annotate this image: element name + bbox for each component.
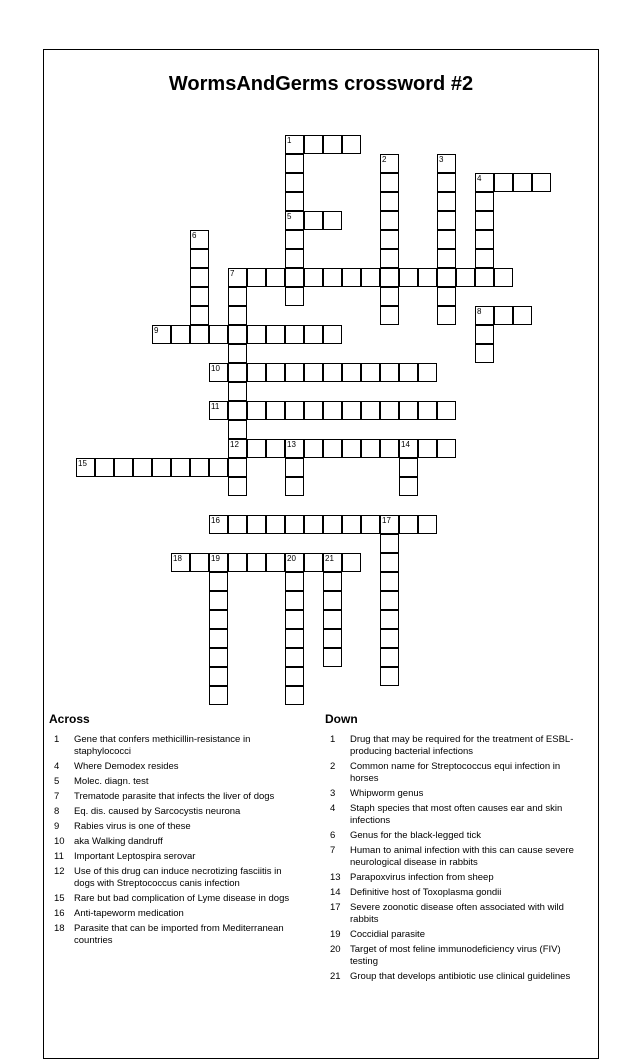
grid-cell[interactable] (437, 306, 456, 325)
clue-text: Where Demodex resides (74, 761, 179, 772)
grid-cell[interactable] (285, 553, 304, 572)
grid-cell[interactable] (304, 268, 323, 287)
grid-cell[interactable] (285, 458, 304, 477)
grid-cell[interactable] (399, 439, 418, 458)
grid-cell[interactable] (209, 553, 228, 572)
page-title: WormsAndGerms crossword #2 (168, 73, 474, 95)
grid-cell[interactable] (190, 306, 209, 325)
clue-number: 10 (54, 836, 65, 847)
grid-cell[interactable] (399, 268, 418, 287)
clue-number: 16 (54, 908, 65, 919)
grid-cell[interactable] (304, 363, 323, 382)
grid-cell[interactable] (475, 249, 494, 268)
clue-number: 6 (330, 830, 336, 841)
grid-cell[interactable] (285, 648, 304, 667)
grid-cell[interactable] (266, 325, 285, 344)
clue-text: Group that develops antibiotic use clinical guidelines (350, 971, 571, 982)
grid-cell[interactable] (190, 287, 209, 306)
grid-cell[interactable] (437, 154, 456, 173)
grid-cell[interactable] (285, 591, 304, 610)
grid-cell[interactable] (228, 382, 247, 401)
clue-number: 13 (330, 872, 341, 883)
grid-cell[interactable] (190, 230, 209, 249)
grid-cell[interactable] (361, 363, 380, 382)
clue-number: 8 (54, 806, 60, 817)
grid-cell[interactable] (228, 268, 247, 287)
grid-cell[interactable] (361, 439, 380, 458)
clue-text: Drug that may be required for the treatment of ESBL-producing bacterial infections (350, 734, 574, 757)
grid-cell[interactable] (266, 553, 285, 572)
down-clue (325, 788, 580, 800)
down-heading: Down (325, 712, 358, 726)
clue-number: 1 (330, 734, 336, 745)
grid-cell[interactable] (475, 211, 494, 230)
grid-cell[interactable] (380, 211, 399, 230)
grid-cell[interactable] (76, 458, 95, 477)
grid-cell[interactable] (285, 629, 304, 648)
clue-text: Target of most feline immunodeficiency virus (FIV) testing (350, 944, 561, 967)
clue-number: 4 (330, 803, 336, 814)
grid-cell[interactable] (323, 515, 342, 534)
clue-text: Coccidial parasite (350, 929, 425, 940)
clue-number: 9 (154, 326, 159, 335)
grid-cell[interactable] (380, 553, 399, 572)
clue-number: 8 (477, 307, 482, 316)
grid-cell[interactable] (209, 572, 228, 591)
grid-cell[interactable] (285, 667, 304, 686)
down-clue (325, 830, 580, 842)
clue-number: 18 (173, 554, 182, 563)
grid-cell[interactable] (228, 458, 247, 477)
grid-cell[interactable] (323, 268, 342, 287)
grid-cell[interactable] (228, 401, 247, 420)
clue-text: Parasite that can be imported from Mediterranean countries (74, 923, 284, 946)
grid-cell[interactable] (532, 173, 551, 192)
clue-number: 13 (287, 440, 296, 449)
grid-cell[interactable] (475, 306, 494, 325)
grid-cell[interactable] (437, 439, 456, 458)
grid-cell[interactable] (437, 249, 456, 268)
grid-cell[interactable] (380, 192, 399, 211)
down-clue (325, 845, 580, 869)
grid-cell[interactable] (209, 667, 228, 686)
grid-cell[interactable] (190, 249, 209, 268)
clue-number: 17 (330, 902, 341, 913)
clue-number: 12 (54, 866, 65, 877)
grid-cell[interactable] (380, 230, 399, 249)
across-clue (49, 734, 304, 758)
grid-cell[interactable] (380, 534, 399, 553)
clue-number: 14 (401, 440, 410, 449)
grid-cell[interactable] (285, 325, 304, 344)
grid-cell[interactable] (494, 268, 513, 287)
grid-cell[interactable] (228, 553, 247, 572)
grid-cell[interactable] (342, 439, 361, 458)
clue-number: 19 (211, 554, 220, 563)
down-clue (325, 971, 580, 983)
grid-cell[interactable] (399, 458, 418, 477)
grid-cell[interactable] (209, 401, 228, 420)
grid-cell[interactable] (323, 439, 342, 458)
grid-cell[interactable] (475, 325, 494, 344)
clue-number: 17 (382, 516, 391, 525)
clue-text: Rabies virus is one of these (74, 821, 191, 832)
grid-cell[interactable] (266, 401, 285, 420)
clue-text: Eq. dis. caused by Sarcocystis neurona (74, 806, 241, 817)
grid-cell[interactable] (285, 192, 304, 211)
grid-cell[interactable] (171, 458, 190, 477)
grid-cell[interactable] (285, 135, 304, 154)
grid-cell[interactable] (228, 515, 247, 534)
grid-cell[interactable] (304, 211, 323, 230)
across-clue (49, 821, 304, 833)
clue-number: 18 (54, 923, 65, 934)
grid-cell[interactable] (494, 306, 513, 325)
down-clue (325, 902, 580, 926)
grid-cell[interactable] (209, 515, 228, 534)
clue-number: 3 (330, 788, 336, 799)
clue-text: aka Walking dandruff (74, 836, 163, 847)
across-clue (49, 806, 304, 818)
grid-cell[interactable] (399, 363, 418, 382)
grid-cell[interactable] (247, 439, 266, 458)
clue-number: 2 (382, 155, 387, 164)
clue-text: Use of this drug can induce necrotizing fasciitis in dogs with Streptococcus canis infection (74, 866, 282, 889)
grid-cell[interactable] (266, 363, 285, 382)
grid-cell[interactable] (399, 401, 418, 420)
grid-cell[interactable] (285, 249, 304, 268)
grid-cell[interactable] (380, 648, 399, 667)
clue-number: 14 (330, 887, 341, 898)
grid-cell[interactable] (209, 591, 228, 610)
clue-text: Gene that confers methicillin-resistance in staphylococci (74, 734, 251, 757)
clue-text: Rare but bad complication of Lyme disease in dogs (74, 893, 290, 904)
across-clue (49, 776, 304, 788)
grid-cell[interactable] (418, 363, 437, 382)
grid-cell[interactable] (456, 268, 475, 287)
grid-cell[interactable] (285, 572, 304, 591)
grid-cell[interactable] (209, 648, 228, 667)
grid-cell[interactable] (380, 629, 399, 648)
grid-cell[interactable] (418, 439, 437, 458)
grid-cell[interactable] (247, 268, 266, 287)
clue-number: 15 (54, 893, 65, 904)
grid-cell[interactable] (304, 325, 323, 344)
grid-cell[interactable] (342, 401, 361, 420)
grid-cell[interactable] (190, 553, 209, 572)
grid-cell[interactable] (380, 268, 399, 287)
grid-cell[interactable] (437, 230, 456, 249)
grid-cell[interactable] (323, 401, 342, 420)
down-clue (325, 872, 580, 884)
grid-cell[interactable] (399, 477, 418, 496)
clue-text: Molec. diagn. test (74, 776, 149, 787)
grid-cell[interactable] (323, 211, 342, 230)
grid-cell[interactable] (361, 401, 380, 420)
clue-text: Trematode parasite that infects the liver of dogs (74, 791, 275, 802)
grid-cell[interactable] (323, 363, 342, 382)
clue-number: 16 (211, 516, 220, 525)
grid-cell[interactable] (323, 591, 342, 610)
across-clue (49, 791, 304, 803)
grid-cell[interactable] (437, 192, 456, 211)
grid-cell[interactable] (475, 173, 494, 192)
clue-number: 6 (192, 231, 197, 240)
grid-cell[interactable] (418, 268, 437, 287)
across-clue (49, 866, 304, 890)
grid-cell[interactable] (285, 173, 304, 192)
grid-cell[interactable] (437, 401, 456, 420)
grid-cell[interactable] (323, 572, 342, 591)
grid-cell[interactable] (323, 648, 342, 667)
grid-cell[interactable] (171, 553, 190, 572)
grid-cell[interactable] (285, 211, 304, 230)
clue-text: Whipworm genus (350, 788, 424, 799)
grid-cell[interactable] (380, 306, 399, 325)
grid-cell[interactable] (152, 458, 171, 477)
grid-cell[interactable] (304, 515, 323, 534)
clue-number: 11 (211, 402, 220, 411)
grid-cell[interactable] (247, 325, 266, 344)
down-clue (325, 761, 580, 785)
grid-cell[interactable] (323, 629, 342, 648)
grid-cell[interactable] (190, 458, 209, 477)
clue-text: Important Leptospira serovar (74, 851, 196, 862)
grid-cell[interactable] (437, 211, 456, 230)
clue-number: 20 (287, 554, 296, 563)
clue-number: 1 (54, 734, 60, 745)
grid-cell[interactable] (228, 325, 247, 344)
grid-cell[interactable] (285, 287, 304, 306)
grid-cell[interactable] (266, 268, 285, 287)
clue-number: 7 (54, 791, 60, 802)
grid-cell[interactable] (342, 268, 361, 287)
grid-cell[interactable] (228, 344, 247, 363)
grid-cell[interactable] (361, 515, 380, 534)
grid-cell[interactable] (133, 458, 152, 477)
grid-cell[interactable] (437, 173, 456, 192)
across-clue (49, 851, 304, 863)
grid-cell[interactable] (285, 439, 304, 458)
grid-cell[interactable] (304, 439, 323, 458)
grid-cell[interactable] (228, 477, 247, 496)
clue-number: 5 (54, 776, 60, 787)
grid-cell[interactable] (380, 401, 399, 420)
grid-cell[interactable] (285, 686, 304, 705)
grid-cell[interactable] (228, 287, 247, 306)
grid-cell[interactable] (418, 515, 437, 534)
clue-text: Human to animal infection with this can cause severe neurological disease in rabbits (350, 845, 574, 868)
grid-cell[interactable] (494, 173, 513, 192)
grid-cell[interactable] (209, 363, 228, 382)
clue-text: Genus for the black-legged tick (350, 830, 481, 841)
grid-cell[interactable] (418, 401, 437, 420)
grid-cell[interactable] (475, 230, 494, 249)
grid-cell[interactable] (437, 268, 456, 287)
grid-cell[interactable] (209, 629, 228, 648)
grid-cell[interactable] (399, 515, 418, 534)
grid-cell[interactable] (247, 553, 266, 572)
clue-number: 20 (330, 944, 341, 955)
grid-cell[interactable] (285, 477, 304, 496)
grid-cell[interactable] (513, 173, 532, 192)
grid-cell[interactable] (247, 401, 266, 420)
down-clue (325, 803, 580, 827)
grid-cell[interactable] (342, 515, 361, 534)
grid-cell[interactable] (380, 439, 399, 458)
across-clue (49, 761, 304, 773)
grid-cell[interactable] (266, 515, 285, 534)
clue-number: 4 (477, 174, 482, 183)
grid-cell[interactable] (304, 401, 323, 420)
clue-number: 1 (287, 136, 292, 145)
grid-cell[interactable] (95, 458, 114, 477)
clue-number: 2 (330, 761, 336, 772)
grid-cell[interactable] (475, 268, 494, 287)
across-clues (49, 712, 304, 950)
grid-cell[interactable] (228, 306, 247, 325)
across-clue (49, 908, 304, 920)
down-clue (325, 734, 580, 758)
clue-text: Parapoxvirus infection from sheep (350, 872, 494, 883)
grid-cell[interactable] (380, 591, 399, 610)
clue-number: 21 (330, 971, 341, 982)
clue-text: Definitive host of Toxoplasma gondii (350, 887, 502, 898)
grid-cell[interactable] (285, 230, 304, 249)
grid-cell[interactable] (380, 515, 399, 534)
clue-text: Staph species that most often causes ear and skin infections (350, 803, 563, 826)
clue-text: Common name for Streptococcus equi infection in horses (350, 761, 561, 784)
clue-number: 7 (230, 269, 235, 278)
grid-cell[interactable] (285, 154, 304, 173)
grid-cell[interactable] (323, 553, 342, 572)
grid-cell[interactable] (285, 610, 304, 629)
down-clue (325, 944, 580, 968)
clue-text: Severe zoonotic disease often associated with wild rabbits (350, 902, 564, 925)
grid-cell[interactable] (228, 363, 247, 382)
across-clue (49, 836, 304, 848)
grid-cell[interactable] (361, 268, 380, 287)
grid-cell[interactable] (228, 439, 247, 458)
clue-number: 19 (330, 929, 341, 940)
grid-cell[interactable] (285, 268, 304, 287)
clue-number: 21 (325, 554, 334, 563)
clue-number: 7 (330, 845, 336, 856)
grid-cell[interactable] (209, 686, 228, 705)
grid-cell[interactable] (513, 306, 532, 325)
grid-cell[interactable] (380, 363, 399, 382)
grid-cell[interactable] (171, 325, 190, 344)
grid-cell[interactable] (285, 363, 304, 382)
clue-number: 4 (54, 761, 60, 772)
clue-number: 12 (230, 440, 239, 449)
grid-cell[interactable] (380, 173, 399, 192)
grid-cell[interactable] (475, 192, 494, 211)
grid-cell[interactable] (304, 553, 323, 572)
grid-cell[interactable] (380, 154, 399, 173)
grid-cell[interactable] (304, 135, 323, 154)
across-heading: Across (49, 712, 90, 726)
grid-cell[interactable] (437, 287, 456, 306)
grid-cell[interactable] (209, 325, 228, 344)
grid-cell[interactable] (342, 135, 361, 154)
grid-cell[interactable] (342, 553, 361, 572)
grid-cell[interactable] (380, 249, 399, 268)
clue-number: 11 (54, 851, 64, 862)
across-clue (49, 893, 304, 905)
clue-number: 15 (78, 459, 87, 468)
grid-cell[interactable] (323, 135, 342, 154)
grid-cell[interactable] (114, 458, 133, 477)
grid-cell[interactable] (285, 401, 304, 420)
clue-number: 10 (211, 364, 220, 373)
grid-cell[interactable] (152, 325, 171, 344)
grid-cell[interactable] (323, 325, 342, 344)
down-clue (325, 887, 580, 899)
clue-number: 5 (287, 212, 292, 221)
across-clue (49, 923, 304, 947)
down-clue (325, 929, 580, 941)
grid-cell[interactable] (475, 344, 494, 363)
grid-cell[interactable] (190, 325, 209, 344)
grid-cell[interactable] (323, 610, 342, 629)
grid-cell[interactable] (380, 667, 399, 686)
grid-cell[interactable] (209, 458, 228, 477)
clue-number: 3 (439, 155, 444, 164)
grid-cell[interactable] (342, 363, 361, 382)
clue-number: 9 (54, 821, 60, 832)
grid-cell[interactable] (247, 515, 266, 534)
grid-cell[interactable] (285, 515, 304, 534)
grid-cell[interactable] (266, 439, 285, 458)
grid-cell[interactable] (209, 610, 228, 629)
grid-cell[interactable] (247, 363, 266, 382)
grid-cell[interactable] (380, 572, 399, 591)
grid-cell[interactable] (190, 268, 209, 287)
grid-cell[interactable] (380, 610, 399, 629)
grid-cell[interactable] (380, 287, 399, 306)
clue-text: Anti-tapeworm medication (74, 908, 184, 919)
down-clues (325, 712, 580, 986)
grid-cell[interactable] (228, 420, 247, 439)
